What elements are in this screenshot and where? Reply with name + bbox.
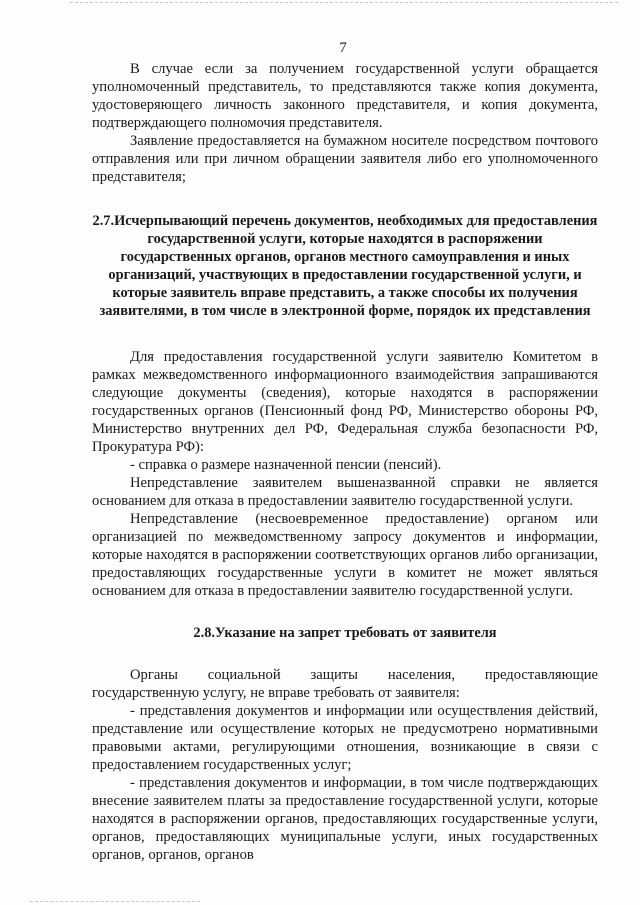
section-2-8-paragraph: Органы социальной защиты населения, предоставляющие государственную услугу, не вправе требовать от заявителя: bbox=[92, 667, 598, 701]
section-2-8-list-item: - представления документов и информации, в том числе подтверждающих внесение заявителем платы за предоставление государственной услуги, которые находятся в распоряжении органов, предоставляющих государственные услуги, органов, предоставляющих муниципальные услуги, иных государственных органов, органов, органов bbox=[92, 775, 598, 863]
scan-bottom-edge bbox=[30, 901, 200, 903]
section-2-7-paragraph: Непредставление заявителем вышеназванной справки не является основанием для отказа в предоставлении заявителю государственной услуги. bbox=[92, 475, 598, 509]
section-2-8-heading: 2.8.Указание на запрет требовать от заявителя bbox=[193, 625, 497, 641]
section-2-7-list-item: - справка о размере назначенной пенсии (пенсий). bbox=[130, 457, 442, 473]
section-2-8-list-item: - представления документов и информации или осуществления действий, представление или осуществление которых не предусмотрено нормативными правовыми актами, регулирующими отношения, возникающие в связи с предоставлением государственных услуг; bbox=[92, 703, 598, 773]
document-body bbox=[92, 60, 598, 864]
page-number: 7 bbox=[339, 40, 347, 56]
section-2-7-heading: 2.7.Исчерпывающий перечень документов, необходимых для предоставления государственной услуги, которые находятся в распоряжении государственных органов, органов местного самоуправления и иных организаций, участвующих в предоставлении государственной услуги, и которые заявитель вправе представить, а также способы их получения заявителями, в том числе в электронной форме, порядок их представления bbox=[92, 213, 598, 319]
section-2-7-paragraph: Непредставление (несвоевременное предоставление) органом или организацией по межведомственному запросу документов и информации, которые находятся в распоряжении соответствующих органов либо организации, предоставляющих государственные услуги в комитет не может являться основанием для отказа в предоставлении заявителю государственной услуги. bbox=[92, 511, 598, 599]
paragraph-representative: В случае если за получением государственной услуги обращается уполномоченный представитель, то представляются также копия документа, удостоверяющего личность законного представителя, и копия документа, подтверждающего полномочия представителя. bbox=[92, 61, 598, 131]
section-2-7-paragraph: Для предоставления государственной услуги заявителю Комитетом в рамках межведомственного информационного взаимодействия запрашиваются следующие документы (сведения), которые находятся в распоряжении государственных органов (Пенсионный фонд РФ, Министерство обороны РФ, Министерство внутренних дел РФ, Федеральная служба безопасности РФ, Прокуратура РФ): bbox=[92, 349, 598, 455]
paragraph-application-delivery: Заявление предоставляется на бумажном носителе посредством почтового отправления или при личном обращении заявителя либо его уполномоченного представителя; bbox=[92, 133, 598, 185]
scan-top-edge bbox=[70, 2, 618, 4]
